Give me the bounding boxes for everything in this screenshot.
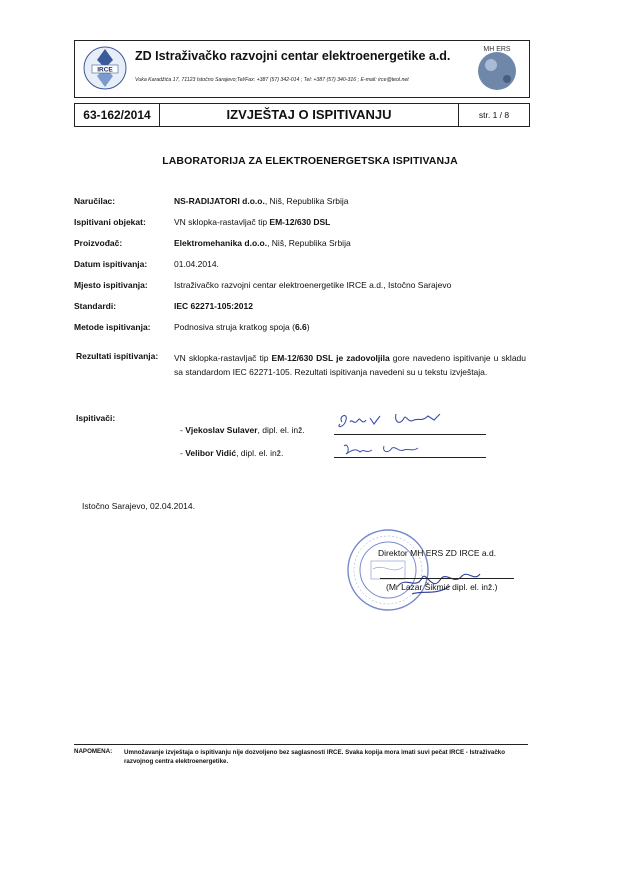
lab-heading: LABORATORIJA ZA ELEKTROENERGETSKA ISPITIVANJA: [162, 155, 458, 167]
director-name: (Mr Lazar Šikmić dipl. el. inž.): [386, 582, 498, 592]
field-label: Metode ispitivanja:: [74, 322, 151, 332]
field-value: VN sklopka-rastavljač tip EM-12/630 DSL: [174, 217, 331, 227]
tester-1: - Vjekoslav Sulaver, dipl. el. inž.: [180, 425, 305, 435]
footnote: [74, 744, 528, 766]
field-label: Mjesto ispitivanja:: [74, 280, 148, 290]
testers-label: Ispitivači:: [76, 413, 116, 423]
note-text: Umnožavanje izvještaja o ispitivanju nije dozvoljeno bez saglasnosti IRCE. Svaka kopija mora imati suvi pečat IRCE - Istraživačko razvojnog centra elektroenergetike.: [124, 749, 505, 765]
tester-2: - Velibor Vidić, dipl. el. inž.: [180, 448, 284, 458]
mh-ers-logo: [471, 43, 523, 95]
company-name: ZD Istraživačko razvojni centar elektroenergetike a.d.: [135, 49, 451, 63]
signature-line-1: [334, 434, 486, 435]
field-label: Ispitivani objekat:: [74, 217, 146, 227]
field-value: Istraživačko razvojni centar elektroenergetike IRCE a.d., Istočno Sarajevo: [174, 280, 452, 290]
irce-logo: [83, 46, 127, 90]
field-label: Datum ispitivanja:: [74, 259, 148, 269]
page-indicator: str. 1 / 8: [458, 104, 529, 126]
field-label: Proizvođač:: [74, 238, 123, 248]
results-label: Rezultati ispitivanja:: [76, 351, 159, 361]
signature-tester-1: [334, 408, 464, 434]
mh-logo-text: MH ERS: [483, 46, 511, 53]
report-number: 63-162/2014: [75, 104, 160, 126]
field-value: IEC 62271-105:2012: [174, 301, 253, 311]
field-label: Standardi:: [74, 301, 117, 311]
director-title: Direktor MH ERS ZD IRCE a.d.: [378, 548, 497, 558]
signature-director: [392, 556, 484, 602]
document-header: [74, 40, 530, 98]
place-date: Istočno Sarajevo, 02.04.2014.: [82, 501, 195, 511]
results-text: VN sklopka-rastavljač tip EM-12/630 DSL je zadovoljila gore navedeno ispitivanje u skladu sa standardom IEC 62271-105. Rezultati ispitivanja navedeni su u tekstu izvještaja.: [174, 353, 526, 377]
report-title: IZVJEŠTAJ O ISPITIVANJU: [226, 107, 392, 122]
company-address: Vuka Karadžića 17, 71123 Istočno Sarajevo;Tel/Fax: +387 (57) 342-014 ; Tel: +387 (57) 340-316 ; E-mail: irce@teol.net: [135, 77, 409, 83]
field-label: Naručilac:: [74, 196, 116, 206]
note-label: NAPOMENA:: [74, 748, 113, 755]
field-value: 01.04.2014.: [174, 259, 219, 269]
signature-line-director: [380, 578, 514, 579]
field-value: Podnosiva struja kratkog spoja (6.6): [174, 322, 310, 332]
logo-text: IRCE: [97, 66, 113, 74]
title-bar: [74, 103, 530, 127]
signature-line-2: [334, 457, 486, 458]
field-value: NS-RADIJATORI d.o.o., Niš, Republika Srbija: [174, 196, 349, 206]
field-value: Elektromehanika d.o.o., Niš, Republika Srbija: [174, 238, 351, 248]
